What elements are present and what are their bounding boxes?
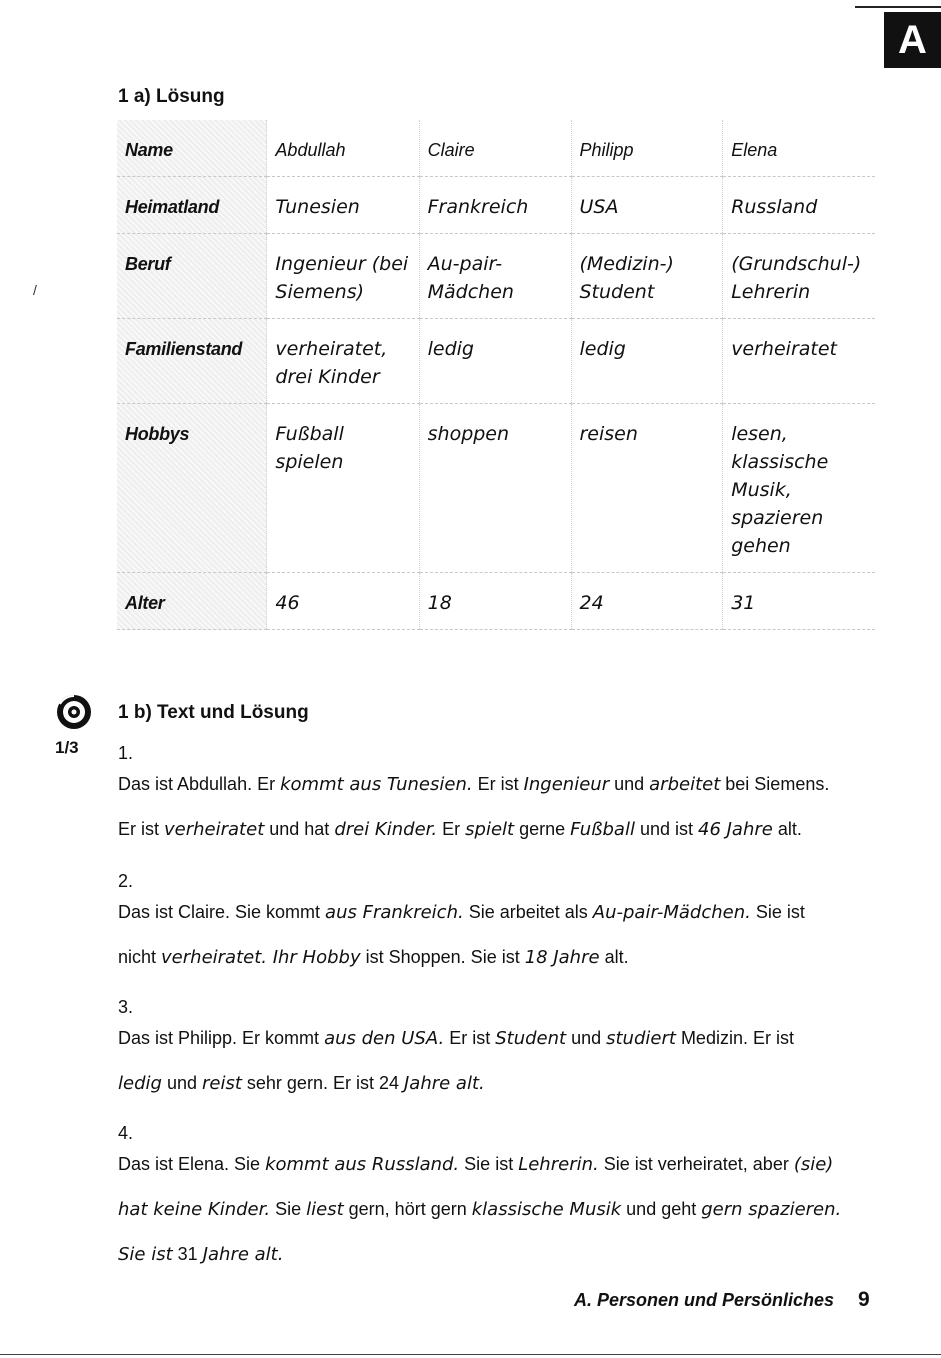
answer-paragraph [118, 1016, 888, 1106]
printed-text: Er ist [444, 1028, 496, 1048]
printed-text: Er ist [118, 819, 165, 839]
table-row [117, 404, 875, 573]
handwritten-answer: hat keine Kinder. [118, 1199, 271, 1220]
answer-paragraph [118, 890, 888, 980]
handwritten-answer: verheiratet [164, 819, 265, 840]
handwritten-answer: (sie) [793, 1154, 834, 1175]
answer-paragraph [118, 762, 888, 852]
printed-text: Sie ist [750, 902, 805, 922]
printed-text: und geht [621, 1199, 702, 1219]
handwritten-answer: Student [495, 1028, 567, 1049]
printed-text: 31 [172, 1244, 203, 1264]
table-cell: Russland [723, 177, 875, 234]
table-cell: verheiratet [723, 319, 875, 404]
printed-text: und [161, 1073, 202, 1093]
printed-text: und [566, 1028, 607, 1048]
table-cell: shoppen [419, 404, 571, 573]
printed-text: Er ist [472, 774, 524, 794]
table-cell: Frankreich [419, 177, 571, 234]
table-cell: ledig [571, 319, 723, 404]
heading-1a: 1 a) Lösung [118, 86, 225, 107]
heading-1b: 1 b) Text und Lösung [118, 702, 309, 723]
table-cell: Au-pair-Mädchen [419, 234, 571, 319]
handwritten-answer: reist [201, 1073, 242, 1094]
row-header: Familienstand [117, 319, 267, 404]
table-cell: Abdullah [267, 120, 419, 177]
handwritten-answer: drei Kinder. [334, 819, 438, 840]
handwritten-answer: Fußball [570, 819, 635, 840]
paragraph-number: 1. [118, 743, 134, 763]
table-cell: (Grundschul-) Lehrerin [723, 234, 875, 319]
table-row [117, 319, 875, 404]
table-cell: lesen, klassische Musik, spazieren gehen [723, 404, 875, 573]
paragraph-number: 2. [118, 871, 134, 891]
printed-text: gerne [514, 819, 571, 839]
handwritten-answer: Sie ist [118, 1244, 173, 1265]
handwritten-answer: verheiratet. Ihr Hobby [161, 947, 361, 968]
handwritten-answer: gern spazieren. [701, 1199, 842, 1220]
handwritten-answer: 18 Jahre [524, 947, 600, 968]
printed-text: und [609, 774, 650, 794]
printed-text: Medizin. Er ist [675, 1028, 794, 1048]
row-header: Beruf [117, 234, 267, 319]
printed-text: alt. [599, 947, 629, 967]
handwritten-answer: aus Frankreich. [325, 902, 464, 923]
row-header: Hobbys [117, 404, 267, 573]
handwritten-answer: 46 Jahre [698, 819, 773, 840]
bottom-rule [0, 1354, 941, 1355]
table-cell: Elena [723, 120, 875, 177]
table-cell: Ingenieur (bei Siemens) [267, 234, 419, 319]
printed-text: und hat [264, 819, 335, 839]
table-cell: Philipp [571, 120, 723, 177]
table-cell: Fußball spielen [267, 404, 419, 573]
row-header: Heimatland [117, 177, 267, 234]
table-cell: 24 [571, 573, 723, 630]
table-cell: ledig [419, 319, 571, 404]
printed-text: ist Shoppen. Sie ist [360, 947, 525, 967]
handwritten-answer: Lehrerin. [518, 1154, 599, 1175]
table-cell: USA [571, 177, 723, 234]
printed-text: Das ist Abdullah. Er [118, 774, 281, 794]
handwritten-answer: kommt aus Russland. [265, 1154, 460, 1175]
table-cell: 46 [267, 573, 419, 630]
corner-tab-rule [855, 6, 941, 8]
printed-text: Das ist Claire. Sie kommt [118, 902, 326, 922]
printed-text: Sie ist [459, 1154, 519, 1174]
page-number: 9 [858, 1288, 870, 1311]
printed-text: Sie [270, 1199, 307, 1219]
table-cell: 31 [723, 573, 875, 630]
table-cell: (Medizin-) Student [571, 234, 723, 319]
solution-table [117, 120, 875, 630]
row-header: Name [117, 120, 267, 177]
table-cell: verheiratet, drei Kinder [267, 319, 419, 404]
printed-text: Sie ist verheiratet, aber [598, 1154, 794, 1174]
printed-text: Das ist Elena. Sie [118, 1154, 266, 1174]
handwritten-answer: arbeitet [649, 774, 721, 795]
paragraph-number: 3. [118, 997, 134, 1017]
handwritten-answer: spielt [465, 819, 515, 840]
handwritten-answer: Ingenieur [523, 774, 610, 795]
printed-text: nicht [118, 947, 162, 967]
handwritten-answer: kommt aus Tunesien. [280, 774, 473, 795]
handwritten-answer: studiert [606, 1028, 676, 1049]
row-header: Alter [117, 573, 267, 630]
printed-text: Er [437, 819, 466, 839]
handwritten-answer: Jahre alt. [202, 1244, 284, 1265]
handwritten-answer: Jahre alt. [403, 1073, 485, 1094]
handwritten-answer: ledig [118, 1073, 162, 1094]
table-row [117, 573, 875, 630]
cd-icon [55, 693, 93, 731]
table-row [117, 177, 875, 234]
chapter-tab: A [884, 12, 941, 68]
printed-text: Das ist Philipp. Er kommt [118, 1028, 325, 1048]
table-cell: reisen [571, 404, 723, 573]
table-cell: Tunesien [267, 177, 419, 234]
audio-track-number: 1/3 [55, 738, 79, 757]
printed-text: gern, hört gern [343, 1199, 472, 1219]
printed-text: alt. [772, 819, 802, 839]
printed-text: und ist [634, 819, 698, 839]
table-cell: Claire [419, 120, 571, 177]
handwritten-answer: liest [306, 1199, 344, 1220]
handwritten-answer: Au-pair-Mädchen. [592, 902, 751, 923]
handwritten-answer: klassische Musik [471, 1199, 622, 1220]
stray-mark: / [33, 282, 37, 298]
table-cell: 18 [419, 573, 571, 630]
printed-text: Sie arbeitet als [463, 902, 593, 922]
answer-paragraph [118, 1142, 888, 1277]
footer-chapter-title: A. Personen und Persönliches [574, 1290, 835, 1310]
printed-text: sehr gern. Er ist 24 [241, 1073, 404, 1093]
printed-text: bei Siemens. [720, 774, 830, 794]
handwritten-answer: aus den USA. [324, 1028, 445, 1049]
table-row [117, 120, 875, 177]
table-row [117, 234, 875, 319]
paragraph-number: 4. [118, 1123, 134, 1143]
